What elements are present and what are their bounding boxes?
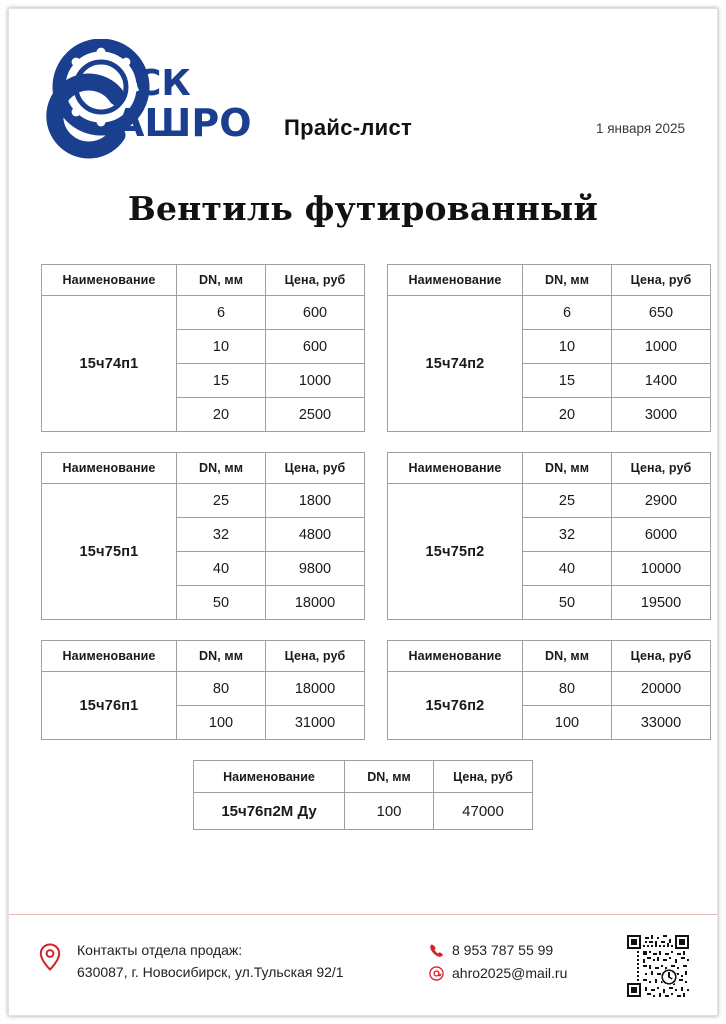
column-header-price: Цена, руб [266, 641, 365, 672]
price-table-15ch74p2 [387, 264, 711, 432]
column-header-name: Наименование [388, 641, 523, 672]
price-value: 600 [266, 330, 365, 364]
dn-value: 32 [523, 518, 612, 552]
page-title: Вентиль футированный [127, 189, 599, 228]
contacts-block [77, 939, 344, 983]
column-header-name: Наименование [194, 761, 345, 793]
location-pin-icon [39, 943, 61, 976]
column-header-dn: DN, мм [523, 641, 612, 672]
column-header-price: Цена, руб [434, 761, 533, 793]
price-value: 1400 [612, 364, 711, 398]
table-row [388, 296, 711, 330]
column-header-price: Цена, руб [266, 453, 365, 484]
column-header-price: Цена, руб [612, 453, 711, 484]
dn-value: 40 [523, 552, 612, 586]
table-row [42, 484, 365, 518]
table-header-row [388, 265, 711, 296]
dn-value: 100 [523, 706, 612, 740]
table-row [42, 296, 365, 330]
email-address: ahro2025@mail.ru [452, 965, 568, 981]
price-value: 2500 [266, 398, 365, 432]
product-name: 15ч76п2М Ду [194, 793, 345, 830]
phone-number: 8 953 787 55 99 [452, 942, 554, 958]
table-header-row [42, 265, 365, 296]
contacts-address: 630087, г. Новосибирск, ул.Тульская 92/1 [77, 964, 344, 980]
price-value: 20000 [612, 672, 711, 706]
page-footer [9, 914, 717, 1015]
logo-text-ashro: АШРО [115, 101, 252, 145]
table-row [388, 672, 711, 706]
price-value: 47000 [434, 793, 533, 830]
email-row[interactable] [429, 962, 567, 985]
column-header-name: Наименование [42, 453, 177, 484]
price-value: 650 [612, 296, 711, 330]
dn-value: 40 [177, 552, 266, 586]
table-row-group-2 [41, 452, 692, 620]
dn-value: 100 [345, 793, 434, 830]
dn-value: 25 [523, 484, 612, 518]
column-header-dn: DN, мм [177, 641, 266, 672]
price-value: 31000 [266, 706, 365, 740]
price-value: 600 [266, 296, 365, 330]
price-table-15ch74p1 [41, 264, 365, 432]
price-value: 18000 [266, 672, 365, 706]
table-row [194, 793, 533, 830]
price-value: 33000 [612, 706, 711, 740]
price-value: 6000 [612, 518, 711, 552]
price-value: 19500 [612, 586, 711, 620]
dn-value: 80 [177, 672, 266, 706]
dn-value: 50 [523, 586, 612, 620]
price-value: 2900 [612, 484, 711, 518]
price-list-page [8, 8, 718, 1016]
table-row-group-3 [41, 640, 692, 740]
contacts-title: Контакты отдела продаж: [77, 942, 243, 958]
table-header-row [42, 453, 365, 484]
dn-value: 6 [177, 296, 266, 330]
column-header-price: Цена, руб [266, 265, 365, 296]
column-header-dn: DN, мм [345, 761, 434, 793]
price-table-15ch75p2 [387, 452, 711, 620]
phone-icon [429, 943, 444, 958]
table-row-group-4 [41, 760, 685, 830]
phone-row[interactable] [429, 939, 567, 962]
price-value: 1000 [612, 330, 711, 364]
column-header-name: Наименование [42, 641, 177, 672]
product-name: 15ч76п2 [388, 672, 523, 740]
price-value: 3000 [612, 398, 711, 432]
product-name: 15ч75п1 [42, 484, 177, 620]
dn-value: 50 [177, 586, 266, 620]
table-header-row [42, 641, 365, 672]
document-title: Прайс-лист [284, 115, 413, 140]
company-logo [39, 39, 254, 159]
table-header-row [388, 453, 711, 484]
email-icon [429, 966, 444, 981]
column-header-dn: DN, мм [177, 265, 266, 296]
column-header-dn: DN, мм [523, 453, 612, 484]
column-header-dn: DN, мм [177, 453, 266, 484]
column-header-name: Наименование [42, 265, 177, 296]
price-table-15ch75p1 [41, 452, 365, 620]
product-name: 15ч76п1 [42, 672, 177, 740]
page-header [9, 9, 717, 177]
dn-value: 15 [177, 364, 266, 398]
dn-value: 80 [523, 672, 612, 706]
price-value: 1000 [266, 364, 365, 398]
contact-methods-block [429, 939, 567, 985]
price-tables-area [9, 264, 717, 830]
price-value: 9800 [266, 552, 365, 586]
price-value: 10000 [612, 552, 711, 586]
price-value: 4800 [266, 518, 365, 552]
column-header-price: Цена, руб [612, 265, 711, 296]
column-header-price: Цена, руб [612, 641, 711, 672]
table-row [388, 484, 711, 518]
dn-value: 15 [523, 364, 612, 398]
qr-code[interactable] [625, 933, 691, 999]
table-header-row [194, 761, 533, 793]
logo-text-ck: СК [135, 63, 191, 104]
dn-value: 10 [177, 330, 266, 364]
table-row [42, 672, 365, 706]
document-date: 1 января 2025 [595, 121, 685, 136]
product-name: 15ч74п2 [388, 296, 523, 432]
dn-value: 20 [523, 398, 612, 432]
dn-value: 10 [523, 330, 612, 364]
product-name: 15ч75п2 [388, 484, 523, 620]
price-table-15ch76p1 [41, 640, 365, 740]
price-table-15ch76p2m [193, 760, 533, 830]
price-value: 1800 [266, 484, 365, 518]
dn-value: 100 [177, 706, 266, 740]
table-header-row [388, 641, 711, 672]
price-value: 18000 [266, 586, 365, 620]
column-header-name: Наименование [388, 265, 523, 296]
product-name: 15ч74п1 [42, 296, 177, 432]
dn-value: 32 [177, 518, 266, 552]
price-table-15ch76p2 [387, 640, 711, 740]
column-header-name: Наименование [388, 453, 523, 484]
column-header-dn: DN, мм [523, 265, 612, 296]
dn-value: 25 [177, 484, 266, 518]
table-row-group-1 [41, 264, 692, 432]
dn-value: 6 [523, 296, 612, 330]
dn-value: 20 [177, 398, 266, 432]
